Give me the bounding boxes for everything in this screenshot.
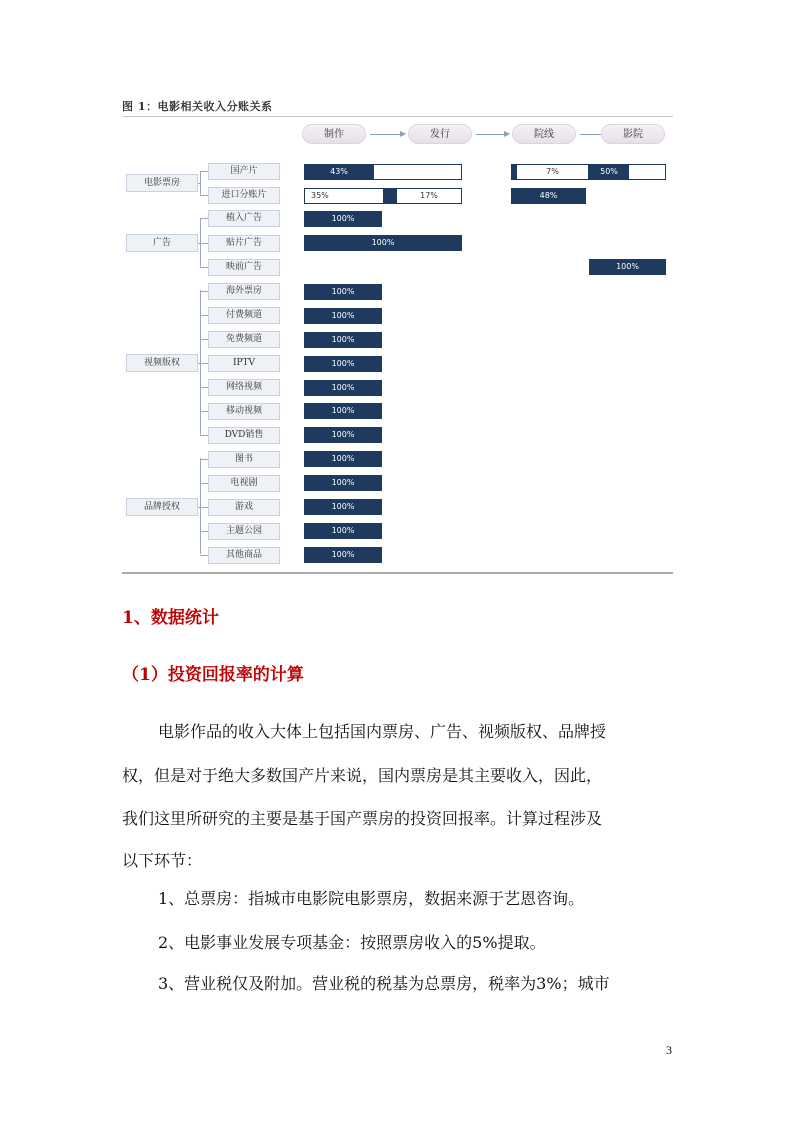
bar-domestic-cinema: 50% [589, 164, 629, 180]
row-label-mobile-video: 移动视频 [208, 403, 280, 420]
bar-domestic-chain: 7% [516, 164, 589, 180]
category-box-box-office: 电影票房 [126, 174, 198, 192]
bar-domestic-distribution [373, 164, 462, 180]
stage-cinema: 影院 [601, 124, 665, 144]
row-label-theme-park: 主题公园 [208, 523, 280, 540]
paragraph-line: 我们这里所研究的主要是基于国产票房的投资回报率。计算过程涉及 [122, 809, 603, 828]
list-item: 2、电影事业发展专项基金：按照票房收入的5%提取。 [158, 933, 546, 952]
bar-domestic-cinema-remainder [628, 164, 666, 180]
row-tick [200, 195, 208, 196]
row-tick [200, 435, 208, 436]
row-label-books: 图书 [208, 451, 280, 468]
figure-bottom-rule [122, 572, 673, 574]
category-bracket [200, 458, 201, 554]
row-tick [200, 483, 208, 484]
category-bracket-tick [198, 183, 201, 184]
bar-iptv: 100% [304, 356, 382, 372]
row-tick [200, 218, 208, 219]
bar-pre-show-ads: 100% [589, 259, 666, 275]
bar-pre-roll-ads: 100% [304, 235, 462, 251]
row-tick [200, 171, 208, 172]
row-label-games: 游戏 [208, 499, 280, 516]
bar-domestic-production: 43% [304, 164, 374, 180]
row-tick [200, 315, 208, 316]
bar-product-placement: 100% [304, 211, 382, 227]
row-label-pay-channel: 付费频道 [208, 307, 280, 324]
bar-games: 100% [304, 499, 382, 515]
bar-dvd-sales: 100% [304, 427, 382, 443]
bar-free-channel: 100% [304, 332, 382, 348]
row-tick [200, 531, 208, 532]
row-tick [200, 387, 208, 388]
row-label-domestic-film: 国产片 [208, 163, 280, 180]
arrow-icon [476, 134, 508, 135]
bar-pay-channel: 100% [304, 308, 382, 324]
row-tick [200, 555, 208, 556]
bar-overseas-box-office: 100% [304, 284, 382, 300]
row-tick [200, 267, 208, 268]
section-subheading: （1）投资回报率的计算 [122, 665, 304, 685]
figure-top-rule [122, 116, 673, 117]
bar-imported-chain: 48% [511, 188, 586, 204]
paragraph-line: 电影作品的收入大体上包括国内票房、广告、视频版权、品牌授 [158, 722, 607, 741]
row-label-imported-film: 进口分账片 [208, 187, 280, 204]
section-heading: 1、数据统计 [122, 608, 219, 628]
row-label-dvd-sales: DVD销售 [208, 427, 280, 444]
bar-other-merchandise: 100% [304, 547, 382, 563]
bar-imported-divider [383, 188, 397, 204]
arrow-icon [370, 134, 404, 135]
list-item: 1、总票房：指城市电影院电影票房，数据来源于艺恩咨询。 [158, 889, 585, 908]
page-number: 3 [666, 1043, 672, 1057]
list-item: 3、营业税仅及附加。营业税的税基为总票房，税率为3%；城市 [158, 974, 610, 993]
category-box-advertising: 广告 [126, 234, 198, 252]
bar-books: 100% [304, 451, 382, 467]
row-tick [200, 411, 208, 412]
stage-production: 制作 [302, 124, 366, 144]
row-label-free-channel: 免费频道 [208, 331, 280, 348]
row-tick [200, 459, 208, 460]
paragraph-line: 权，但是对于绝大多数国产片来说，国内票房是其主要收入，因此， [122, 766, 603, 785]
row-label-product-placement: 植入广告 [208, 210, 280, 227]
row-label-iptv: IPTV [208, 355, 280, 372]
bar-tv-series: 100% [304, 475, 382, 491]
bar-imported-production: 35% [304, 188, 384, 204]
row-tick [200, 291, 208, 292]
paragraph-line: 以下环节： [122, 851, 203, 870]
row-label-pre-roll-ads: 贴片广告 [208, 235, 280, 252]
row-label-online-video: 网络视频 [208, 379, 280, 396]
row-tick [200, 507, 208, 508]
row-label-overseas-box-office: 海外票房 [208, 283, 280, 300]
bar-online-video: 100% [304, 380, 382, 396]
bar-theme-park: 100% [304, 523, 382, 539]
figure-title: 图 1：电影相关收入分账关系 [122, 100, 273, 113]
row-label-other-merchandise: 其他商品 [208, 547, 280, 564]
row-label-tv-series: 电视剧 [208, 475, 280, 492]
category-box-brand-licensing: 品牌授权 [126, 498, 198, 516]
bar-imported-distribution: 17% [396, 188, 462, 204]
stage-theater-chain: 院线 [512, 124, 576, 144]
stage-distribution: 发行 [408, 124, 472, 144]
row-tick [200, 243, 208, 244]
row-tick [200, 339, 208, 340]
row-label-pre-show-ads: 映前广告 [208, 259, 280, 276]
bar-mobile-video: 100% [304, 403, 382, 419]
category-box-video-rights: 视频版权 [126, 354, 198, 372]
row-tick [200, 363, 208, 364]
